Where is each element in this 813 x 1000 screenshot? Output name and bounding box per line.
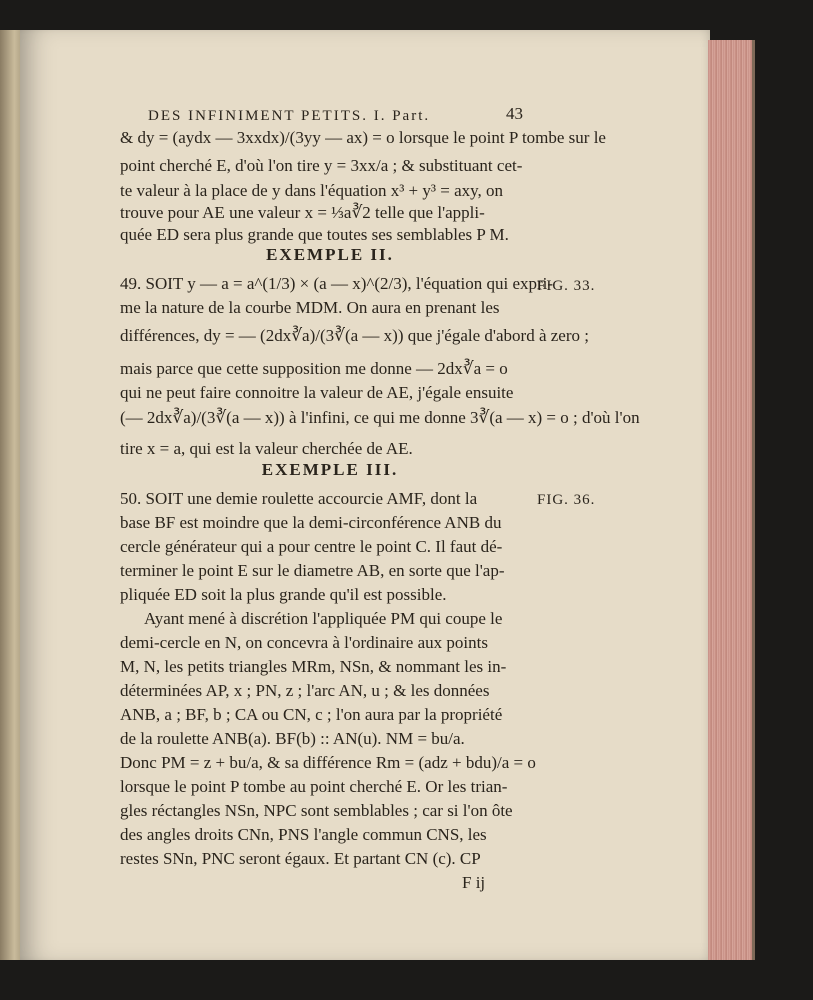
- text-line: Donc PM = z + bu/a, & sa différence Rm = (adz + bdu)/a = o: [120, 753, 536, 772]
- text-line: 49. SOIT y — a = a^(1/3) × (a — x)^(2/3), l'équation qui expri-: [120, 274, 554, 293]
- text-line: & dy = (aydx — 3xxdx)/(3yy — ax) = o lorsque le point P tombe sur le: [120, 128, 606, 147]
- heading-exemple-2: EXEMPLE II.: [266, 245, 394, 264]
- text-line: quée ED sera plus grande que toutes ses semblables P M.: [120, 225, 509, 244]
- heading-exemple-3: EXEMPLE III.: [261, 460, 399, 479]
- text-line: ANB, a ; BF, b ; CA ou CN, c ; l'on aura par la propriété: [120, 705, 503, 724]
- figure-reference-33: FIG. 33.: [537, 278, 596, 294]
- text-line: de la roulette ANB(a). BF(b) :: AN(u). NM = bu/a.: [120, 729, 465, 748]
- text-line: trouve pour AE une valeur x = ⅓a∛2 telle que l'appli-: [120, 203, 485, 222]
- text-line: déterminées AP, x ; PN, z ; l'arc AN, u ; & les données: [120, 681, 490, 700]
- text-line: (— 2dx∛a)/(3∛(a — x)) à l'infini, ce qui me donne 3∛(a — x) = o ; d'où l'on: [120, 408, 640, 427]
- running-title: DES INFINIMENT PETITS. I. Part.: [148, 108, 431, 124]
- text-line: des angles droits CNn, PNS l'angle commun CNS, les: [120, 825, 487, 844]
- text-line: pliquée ED soit la plus grande qu'il est possible.: [120, 585, 447, 604]
- text-line: 50. SOIT une demie roulette accourcie AMF, dont la: [120, 489, 478, 508]
- text-line: Ayant mené à discrétion l'appliquée PM qui coupe le: [144, 609, 503, 628]
- signature-mark: F ij: [462, 873, 486, 892]
- page-number: 43: [506, 104, 523, 123]
- text-line: M, N, les petits triangles MRm, NSn, & nommant les in-: [120, 657, 507, 676]
- text-line: cercle générateur qui a pour centre le point C. Il faut dé-: [120, 537, 503, 556]
- text-line: tire x = a, qui est la valeur cherchée de AE.: [120, 439, 413, 458]
- figure-reference-36: FIG. 36.: [537, 492, 596, 508]
- text-line: gles réctangles NSn, NPC sont semblables ; car si l'on ôte: [120, 801, 513, 820]
- text-line: demi-cercle en N, on concevra à l'ordinaire aux points: [120, 633, 488, 652]
- text-line: mais parce que cette supposition me donne — 2dx∛a = o: [120, 359, 508, 378]
- text-line: qui ne peut faire connoitre la valeur de AE, j'égale ensuite: [120, 383, 514, 402]
- text-line: point cherché E, d'où l'on tire y = 3xx/a ; & substituant cet-: [120, 156, 523, 175]
- text-line: différences, dy = — (2dx∛a)/(3∛(a — x)) que j'égale d'abord à zero ;: [120, 326, 589, 345]
- text-line: base BF est moindre que la demi-circonférence ANB du: [120, 513, 502, 532]
- text-line: restes SNn, PNC seront égaux. Et partant CN (c). CP: [120, 849, 481, 868]
- text-line: me la nature de la courbe MDM. On aura en prenant les: [120, 298, 500, 317]
- text-line: terminer le point E sur le diametre AB, en sorte que l'ap-: [120, 561, 505, 580]
- text-line: lorsque le point P tombe au point cherché E. Or les trian-: [120, 777, 508, 796]
- text-line: te valeur à la place de y dans l'équation x³ + y³ = axy, on: [120, 181, 504, 200]
- page-edges: [708, 40, 755, 960]
